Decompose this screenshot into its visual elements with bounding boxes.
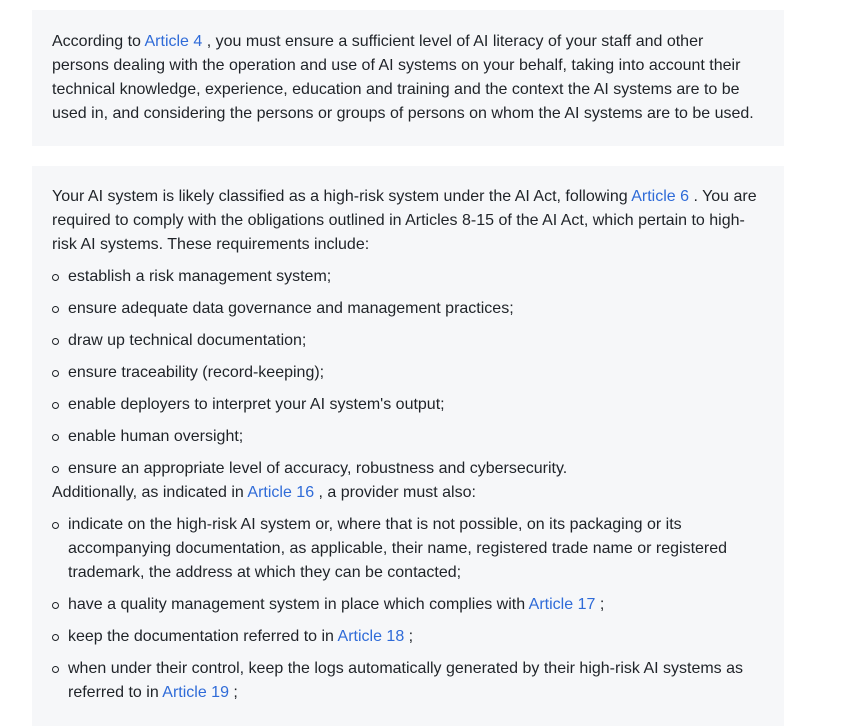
list-item: ensure adequate data governance and management practices; — [52, 297, 764, 321]
article-16-link[interactable]: Article 16 — [247, 484, 315, 501]
high-risk-card — [32, 166, 784, 726]
obligation-text: indicate on the high-risk AI system or, where that is not possible, on its packaging or its accompanying documentation, as applicable, their name, registered trade name or registered trademark, the address at which they can be contacted; — [68, 516, 728, 581]
article-6-link[interactable]: Article 6 — [631, 188, 690, 205]
list-item — [52, 513, 764, 585]
article-18-link[interactable]: Article 18 — [337, 628, 405, 645]
list-item: enable human oversight; — [52, 425, 764, 449]
obligation-suffix: ; — [404, 628, 414, 645]
list-item: establish a risk management system; — [52, 265, 764, 289]
obligation-suffix: ; — [595, 596, 605, 613]
list-item — [52, 657, 764, 705]
list-item — [52, 593, 764, 617]
obligation-text: keep the documentation referred to in — [68, 628, 338, 645]
high-risk-intro — [52, 185, 764, 257]
article-19-link[interactable]: Article 19 — [162, 684, 229, 701]
intro-prefix: Your AI system is likely classified as a high-risk system under the AI Act, following — [52, 188, 632, 205]
ai-literacy-card — [32, 10, 784, 146]
requirements-list — [52, 265, 764, 481]
literacy-suffix: , you must ensure a sufficient level of AI literacy of your staff and other persons dealing with the operation and use of AI systems on your behalf, taking into account their technical knowledge, experience, education and training and the context the AI systems are to be used in, and considering the persons or groups of persons on whom the AI systems are to be used. — [52, 33, 754, 122]
obligation-text: when under their control, keep the logs automatically generated by their high-risk AI systems as referred to in — [68, 660, 744, 701]
additional-prefix: Additionally, as indicated in — [52, 484, 248, 501]
additional-suffix: , a provider must also: — [314, 484, 476, 501]
list-item: ensure an appropriate level of accuracy, robustness and cybersecurity. — [52, 457, 764, 481]
list-item: draw up technical documentation; — [52, 329, 764, 353]
article-17-link[interactable]: Article 17 — [528, 596, 596, 613]
obligation-text: have a quality management system in place which complies with — [68, 596, 529, 613]
literacy-prefix: According to — [52, 33, 145, 50]
list-item: enable deployers to interpret your AI system's output; — [52, 393, 764, 417]
intro-suffix: . You are required to comply with the obligations outlined in Articles 8-15 of the AI Act, which pertain to high-risk AI systems. These requirements include: — [52, 188, 757, 253]
article-4-link[interactable]: Article 4 — [144, 33, 203, 50]
obligation-suffix: ; — [228, 684, 238, 701]
list-item — [52, 625, 764, 649]
additional-obligations-intro — [52, 481, 764, 505]
list-item: ensure traceability (record-keeping); — [52, 361, 764, 385]
provider-obligations-list — [52, 513, 764, 705]
ai-literacy-text — [52, 30, 764, 126]
